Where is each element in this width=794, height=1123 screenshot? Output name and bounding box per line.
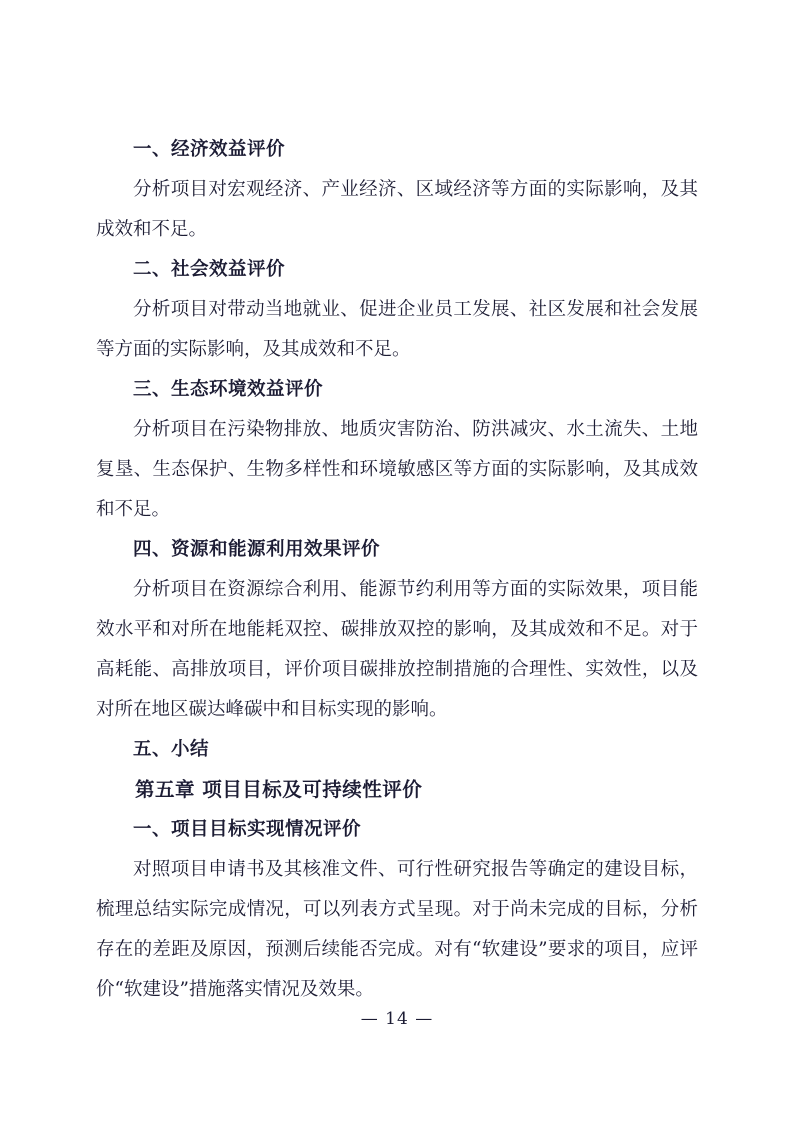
- section-heading-2: 二、社会效益评价: [133, 259, 286, 280]
- paragraph-2: 分析项目对带动当地就业、促进企业员工发展、社区发展和社会发展等方面的实际影响，及其成效和不足。: [96, 299, 698, 360]
- paragraph-3: 分析项目在污染物排放、地质灾害防治、防洪减灾、水土流失、土地复垦、生态保护、生物多样性和环境敏感区等方面的实际影响，及其成效和不足。: [96, 419, 698, 520]
- document-body: [96, 130, 698, 1010]
- paragraph-4: 分析项目在资源综合利用、能源节约利用等方面的实际效果，项目能效水平和对所在地能耗双控、碳排放双控的影响，及其成效和不足。对于高耗能、高排放项目，评价项目碳排放控制措施的合理性、实效性，以及对所在地区碳达峰碳中和目标实现的影响。: [96, 579, 698, 720]
- page-number: — 14 —: [360, 1009, 434, 1029]
- section-heading-6: 一、项目目标实现情况评价: [133, 819, 362, 840]
- section-heading-5: 五、小结: [133, 739, 210, 760]
- paragraph-1: 分析项目对宏观经济、产业经济、区域经济等方面的实际影响，及其成效和不足。: [96, 179, 698, 240]
- paragraph-5: 对照项目申请书及其核准文件、可行性研究报告等确定的建设目标，梳理总结实际完成情况，可以列表方式呈现。对于尚未完成的目标，分析存在的差距及原因，预测后续能否完成。对有“软建设”要求的项目，应评价“软建设”措施落实情况及效果。: [96, 859, 698, 1000]
- chapter-heading: 第五章 项目目标及可持续性评价: [135, 778, 423, 801]
- section-heading-1: 一、经济效益评价: [133, 139, 286, 160]
- section-heading-4: 四、资源和能源利用效果评价: [133, 539, 381, 560]
- section-heading-3: 三、生态环境效益评价: [133, 379, 324, 400]
